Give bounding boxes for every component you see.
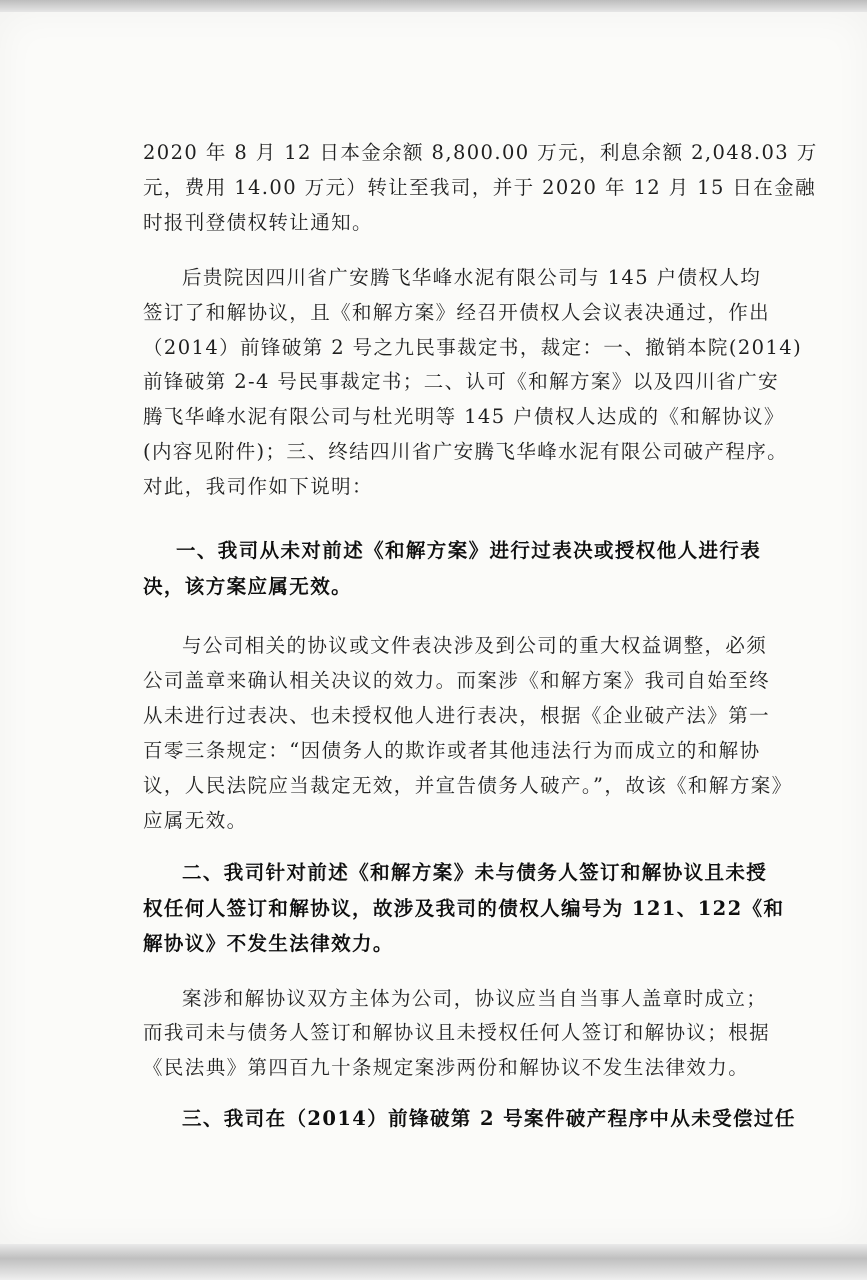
scan-top-edge [0,0,867,12]
paragraph-3-line-2: 公司盖章来确认相关决议的效力。而案涉《和解方案》我司自始至终 [143,669,771,692]
paragraph-3-line-1: 与公司相关的协议或文件表决涉及到公司的重大权益调整，必须 [182,634,768,657]
paragraph-2-line-5: 腾飞华峰水泥有限公司与杜光明等 145 户债权人达成的《和解协议》 [143,405,785,428]
scan-bottom-edge [0,1244,867,1280]
paragraph-4-line-1: 案涉和解协议双方主体为公司，协议应当自当事人盖章时成立； [182,987,768,1010]
paragraph-2-line-7: 对此，我司作如下说明： [143,475,373,498]
paragraph-3-line-5: 议，人民法院应当裁定无效，并宣告债务人破产。”，故该《和解方案》 [143,774,793,797]
paragraph-3-line-3: 从未进行过表决、也未授权他人进行表决，根据《企业破产法》第一 [143,704,771,727]
paragraph-2-line-4: 前锋破第 2-4 号民事裁定书；二、认可《和解方案》以及四川省广安 [143,370,779,393]
paragraph-1-line-2: 元，费用 14.00 万元）转让至我司，并于 2020 年 12 月 15 日在金融 [143,176,816,199]
paragraph-1-line-3: 时报刊登债权转让通知。 [143,211,373,234]
paragraph-3-line-4: 百零三条规定：“因债务人的欺诈或者其他违法行为而成立的和解协 [143,739,761,762]
heading-1-line-2: 决，该方案应属无效。 [143,575,353,598]
paragraph-2-line-2: 签订了和解协议，且《和解方案》经召开债权人会议表决通过，作出 [143,301,771,324]
paragraph-2-line-3: （2014）前锋破第 2 号之九民事裁定书，裁定：一、撤销本院(2014) [143,336,803,359]
heading-2-line-1: 二、我司针对前述《和解方案》未与债务人签订和解协议且未授 [182,861,768,884]
heading-1-line-1: 一、我司从未对前述《和解方案》进行过表决或授权他人进行表 [176,539,762,562]
paragraph-2-line-6: (内容见附件)；三、终结四川省广安腾飞华峰水泥有限公司破产程序。 [143,440,789,463]
heading-3-line-1: 三、我司在（2014）前锋破第 2 号案件破产程序中从未受偿过任 [182,1107,796,1130]
paragraph-4-line-3: 《民法典》第四百九十条规定案涉两份和解协议不发生法律效力。 [143,1056,750,1079]
document-page [0,12,867,1244]
paragraph-2-line-1: 后贵院因四川省广安腾飞华峰水泥有限公司与 145 户债权人均 [182,266,762,289]
paragraph-1-line-1: 2020 年 8 月 12 日本金余额 8,800.00 万元，利息余额 2,048.03 万 [143,141,818,164]
paragraph-4-line-2: 而我司未与债务人签订和解协议且未授权任何人签订和解协议；根据 [143,1021,771,1044]
heading-2-line-2: 权任何人签订和解协议，故涉及我司的债权人编号为 121、122《和 [143,897,785,920]
heading-2-line-3: 解协议》不发生法律效力。 [143,932,394,955]
paragraph-3-line-6: 应属无效。 [143,809,248,832]
